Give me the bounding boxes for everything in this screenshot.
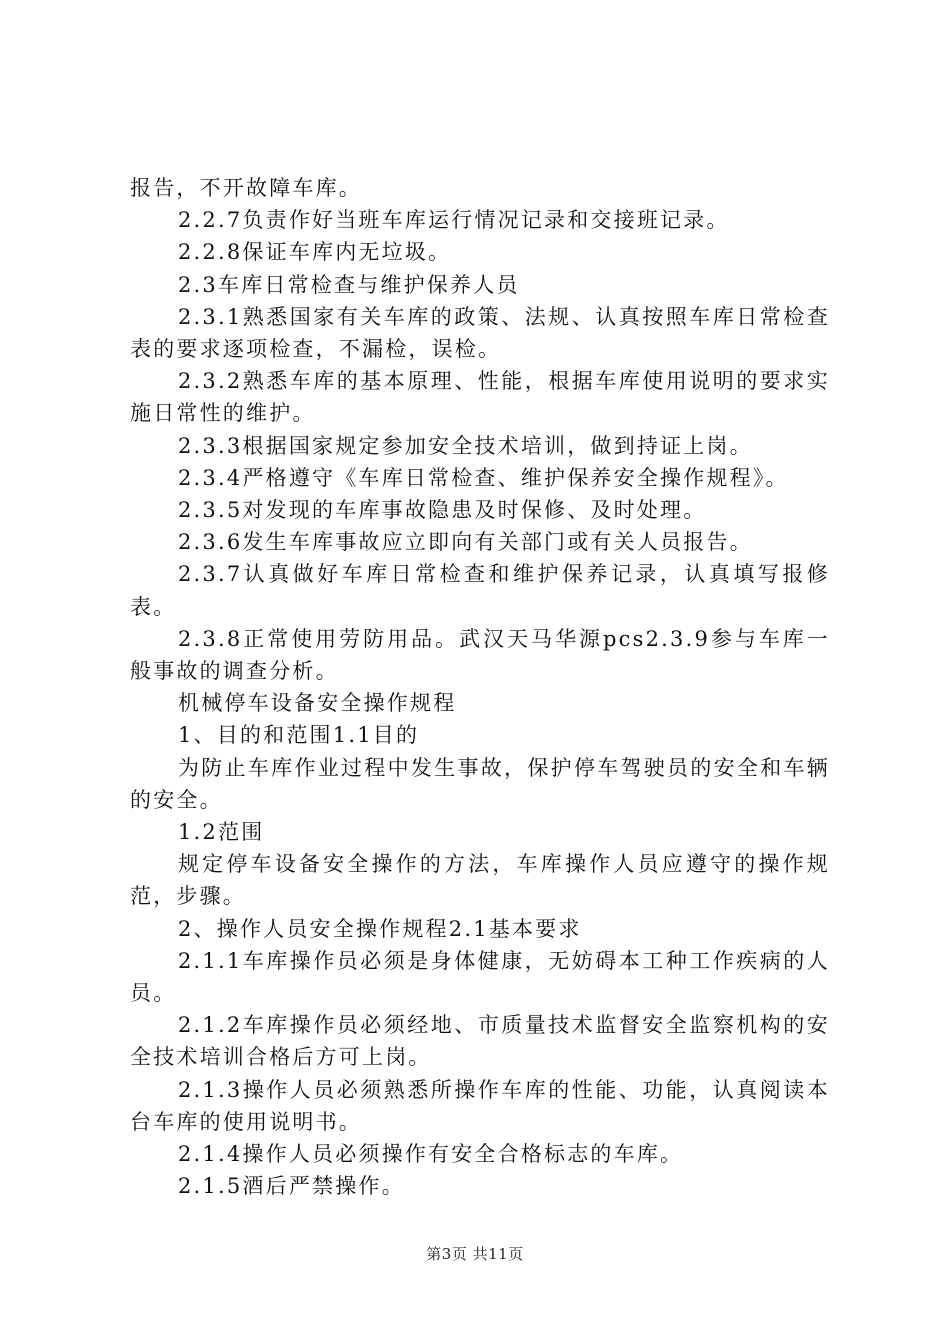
paragraph: 1、目的和范围1.1目的 [178, 723, 420, 748]
paragraph: 2.2.7负责作好当班车库运行情况记录和交接班记录。 [178, 208, 730, 233]
paragraph: 2.3车库日常检查与维护保养人员 [178, 272, 520, 297]
document-body [130, 172, 830, 1203]
paragraph: 2.3.6发生车库事故应立即向有关部门或有关人员报告。 [178, 530, 753, 555]
paragraph: 2.1.2车库操作员必须经地、市质量技术监督安全监察机构的安全技术培训合格后方可上岗。 [130, 1013, 830, 1070]
paragraph: 2.1.5酒后严禁操作。 [178, 1174, 405, 1199]
page-footer: 第3页 共11页 [426, 1245, 524, 1263]
paragraph: 为防止车库作业过程中发生事故，保护停车驾驶员的安全和车辆的安全。 [130, 755, 830, 812]
paragraph: 2.3.4严格遵守《车库日常检查、维护保养安全操作规程》。 [178, 465, 789, 490]
paragraph: 2.3.2熟悉车库的基本原理、性能，根据车库使用说明的要求实施日常性的维护。 [130, 369, 830, 426]
paragraph: 机械停车设备安全操作规程 [178, 691, 457, 716]
paragraph: 2.3.3根据国家规定参加安全技术培训，做到持证上岗。 [178, 433, 753, 458]
paragraph: 2.3.7认真做好车库日常检查和维护保养记录，认真填写报修表。 [130, 562, 830, 619]
paragraph: 2.3.5对发现的车库事故隐患及时保修、及时处理。 [178, 498, 707, 523]
paragraph: 2.3.8正常使用劳防用品。武汉天马华源pcs2.3.9参与车库一般事故的调查分析。 [130, 626, 830, 684]
paragraph: 2.1.3操作人员必须熟悉所操作车库的性能、功能，认真阅读本台车库的使用说明书。 [130, 1077, 830, 1134]
paragraph: 1.2范围 [178, 820, 265, 845]
paragraph: 2、操作人员安全操作规程2.1基本要求 [178, 916, 582, 941]
paragraph: 2.3.1熟悉国家有关车库的政策、法规、认真按照车库日常检查表的要求逐项检查，不漏检，误检。 [130, 304, 830, 362]
paragraph: 2.1.4操作人员必须操作有安全合格标志的车库。 [178, 1142, 684, 1167]
paragraph: 2.2.8保证车库内无垃圾。 [178, 240, 452, 265]
paragraph: 报告，不开故障车库。 [130, 176, 362, 200]
paragraph: 规定停车设备安全操作的方法，车库操作人员应遵守的操作规范，步骤。 [130, 852, 830, 909]
paragraph: 2.1.1车库操作员必须是身体健康，无妨碍本工种工作疾病的人员。 [130, 948, 830, 1006]
